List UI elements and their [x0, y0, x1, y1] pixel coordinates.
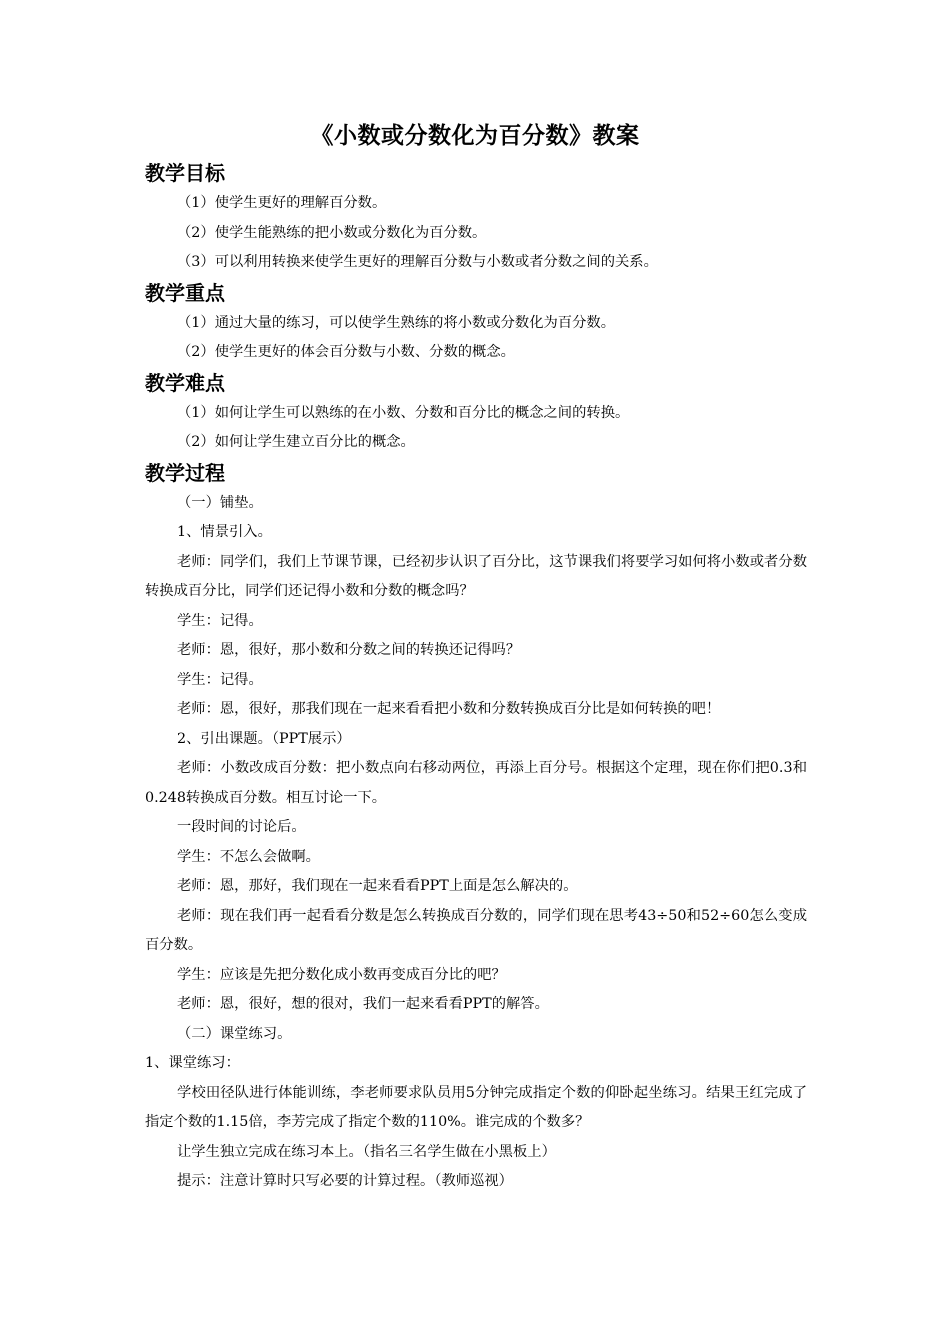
process-paragraph: 1、课堂练习： — [145, 1055, 240, 1071]
process-paragraph: 2、引出课题。（PPT展示） — [177, 730, 351, 747]
section-heading-process: 教学过程 — [145, 460, 225, 485]
goal-item: （2）使学生能熟练的把小数或分数化为百分数。 — [177, 224, 487, 241]
goal-item: （3）可以利用转换来使学生更好的理解百分数与小数或者分数之间的关系。 — [177, 254, 658, 270]
section-heading-difficulties: 教学难点 — [145, 370, 225, 395]
key-point-item: （1）通过大量的练习，可以使学生熟练的将小数或分数化为百分数。 — [177, 314, 615, 331]
process-paragraph: 学生：不怎么会做啊。 — [177, 848, 320, 865]
process-paragraph: 老师：现在我们再一起看看分数是怎么转换成百分数的，同学们现在思考43÷50和52÷60怎么变成百分数。 — [145, 907, 807, 953]
process-paragraph: 学校田径队进行体能训练，李老师要求队员用5分钟完成指定个数的仰卧起坐练习。结果王红完成了指定个数的1.15倍，李芳完成了指定个数的110%。谁完成的个数多？ — [145, 1084, 807, 1130]
process-paragraph: 提示：注意计算时只写必要的计算过程。（教师巡视） — [177, 1173, 513, 1189]
process-paragraph: 学生：记得。 — [177, 612, 263, 629]
process-paragraph: 一段时间的讨论后。 — [177, 819, 306, 835]
process-paragraph: 老师：小数改成百分数：把小数点向右移动两位，再添上百分号。根据这个定理，现在你们把0.3和0.248转换成百分数。相互讨论一下。 — [145, 760, 807, 806]
difficulty-item: （1）如何让学生可以熟练的在小数、分数和百分比的概念之间的转换。 — [177, 404, 630, 421]
process-paragraph: （二）课堂练习。 — [177, 1025, 292, 1042]
process-paragraph: 1、情景引入。 — [177, 524, 272, 540]
document-title: 《小数或分数化为百分数》教案 — [310, 123, 640, 149]
document-body — [145, 158, 807, 1197]
goal-item: （1）使学生更好的理解百分数。 — [177, 195, 387, 211]
process-paragraph: 老师：同学们，我们上节课节课，已经初步认识了百分比，这节课我们将要学习如何将小数或者分数转换成百分比，同学们还记得小数和分数的概念吗？ — [145, 553, 807, 599]
process-paragraph: 老师：恩，很好，想的很对，我们一起来看看PPT的解答。 — [177, 996, 549, 1012]
difficulty-item: （2）如何让学生建立百分比的概念。 — [177, 434, 415, 450]
key-point-item: （2）使学生更好的体会百分数与小数、分数的概念。 — [177, 344, 515, 360]
process-paragraph: （一）铺垫。 — [177, 494, 263, 511]
process-paragraph: 老师：恩，那好，我们现在一起来看看PPT上面是怎么解决的。 — [177, 878, 578, 894]
process-paragraph: 学生：应该是先把分数化成小数再变成百分比的吧？ — [177, 966, 506, 983]
process-paragraph: 学生：记得。 — [177, 671, 263, 688]
process-paragraph: 让学生独立完成在练习本上。（指名三名学生做在小黑板上） — [177, 1143, 556, 1160]
section-heading-key-points: 教学重点 — [145, 280, 225, 305]
process-paragraph: 老师：恩，很好，那我们现在一起来看看把小数和分数转换成百分比是如何转换的吧！ — [177, 701, 721, 717]
section-heading-goals: 教学目标 — [145, 161, 225, 185]
process-paragraph: 老师：恩，很好，那小数和分数之间的转换还记得吗？ — [177, 642, 521, 658]
